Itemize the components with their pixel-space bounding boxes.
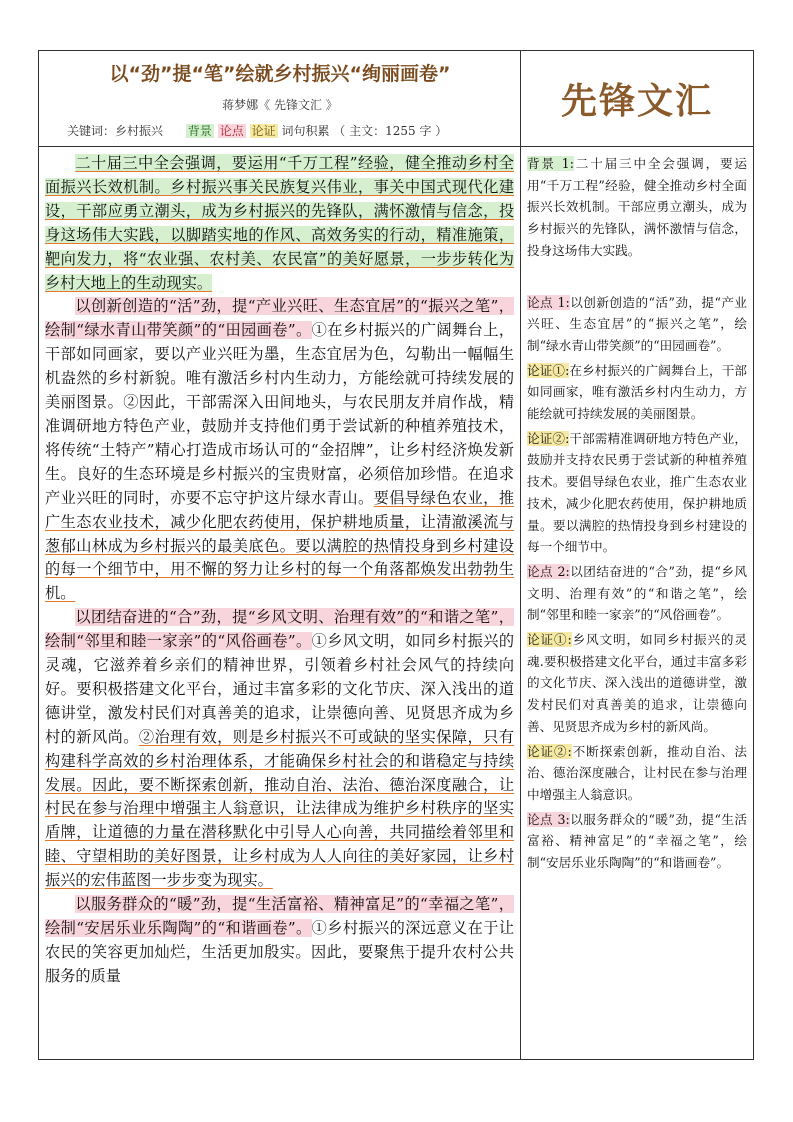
- paragraph-argument-2: [45, 606, 514, 893]
- note-background-1-label: 背景 1:: [527, 156, 574, 171]
- brand-panel: [521, 51, 753, 147]
- argument-2-text: 以团结奋进的“合”劲，提“乡风文明、治理有效”的“和谐之笔”，绘制“邻里和睦一家亲”的“风俗画卷”。: [45, 608, 514, 651]
- evidence-2-1-text: ①乡风文明，如同乡村振兴的灵魂，它滋养着乡亲们的精神世界，引领着乡村社会风气的持续向好。要积极搭建文化平台，通过丰富多彩的文化节庆、深入浅出的道德讲堂，激发村民们对真善美的追求，让崇德向善、见贤思齐成为乡村的新风尚。: [45, 632, 515, 746]
- evidence-2-2-text: ②治理有效，则是乡村振兴不可或缺的坚实保障，只有构建科学高效的乡村治理体系，才能确保乡村社会的和谐稳定与持续发展。因此，要不断探索创新，推动自治、法治、德治深度融合，让村民在参与治理中增强主人翁意识，让法律成为维护乡村秩序的坚实盾牌，让道德的力量在潜移默化中引导人心向善，共同描绘着邻里和睦、守望相助的美好图景，让乡村成为人人向往的美好家园，让乡村振兴的宏伟蓝图一步步变为现实。: [45, 727, 515, 890]
- evidence-1-1-text: ①在乡村振兴的广阔舞台上，干部如同画家，要以产业兴旺为墨，生态宜居为色，勾勒出一幅幅生机盎然的乡村新貌。唯有激活乡村内生动力，方能绘就可持续发展的美丽图景。: [45, 321, 515, 412]
- note-evidence-text: 乡风文明，如同乡村振兴的灵魂.要积极搭建文化平台，通过丰富多彩的文化节庆、深入浅出的道德讲堂，激发村民们对真善美的追求，让崇德向善、见贤思齐成为乡村的新风尚。: [527, 632, 747, 734]
- article-author: 蒋梦娜《 先锋文汇 》: [222, 98, 338, 112]
- tag-phrases: 词句积累: [281, 124, 330, 138]
- note-background-1: [527, 153, 747, 262]
- notes-column: [521, 147, 753, 1059]
- argument-3-text: 以服务群众的“暖”劲，提“生活富裕、精神富足”的“幸福之笔”，绘制“安居乐业乐陶陶”的“和谐画卷”。: [45, 895, 514, 937]
- evidence-1-2-text: ②因此，干部需深入田间地头，与农民朋友并肩作战，精准调研地方特色产业，鼓励并支持他们勇于尝试新的种植养殖技术，将传统“土特产”精心打造成市场认可的“金招牌”，让乡村经济焕发新生。良好的生态环境是乡村振兴的宝贵财富，必须倍加珍惜。在追求产业兴旺的同时，亦要不忘守护这片绿水青山。: [45, 393, 515, 507]
- note-argument-2-evidence-2: [527, 741, 747, 806]
- note-evidence-label: 论证②:: [527, 430, 570, 446]
- keywords-line: [67, 122, 447, 139]
- note-argument-2-text: 以团结奋进的“合”劲，提“乡风文明、治理有效”的“和谐之笔”，绘制“邻里和睦一家亲”的“风俗画卷”。: [527, 563, 747, 623]
- note-background-1-text: 二十届三中全会强调，要运用“千万工程”经验，健全推动乡村全面振兴长效机制。干部应勇立潮头，成为乡村振兴的先锋队，满怀激情与信念，投身这场伟大实践。: [527, 156, 747, 258]
- note-evidence-text: 不断探索创新，推动自治、法治、德治深度融合，让村民在参与治理中增强主人翁意识。: [527, 743, 747, 802]
- background-text: 二十届三中全会强调，要运用“千万工程”经验，健全推动乡村全面振兴长效机制。乡村振兴事关民族复兴伟业，事关中国式现代化建设，干部应勇立潮头，成为乡村振兴的先锋队，满怀激情与信念，投身这场伟大实践，以脚踏实地的作风、高效务实的行动，精准施策，靶向发力，将“农业强、农村美、农民富”的美好愿景，一步步转化为乡村大地上的生动现实。: [45, 154, 514, 292]
- note-argument-1: [527, 292, 747, 357]
- tag-argument: 论点: [219, 124, 244, 138]
- paragraph-argument-3: [45, 893, 514, 989]
- note-argument-1-evidence-2: [527, 428, 747, 558]
- header-panel: [39, 51, 521, 147]
- note-argument-3-text: 以服务群众的“暖”劲，提“生活富裕、精神富足”的“幸福之笔”，绘制“安居乐业乐陶陶”的“和谐画卷”。: [527, 811, 747, 871]
- note-argument-1-evidence-1: [527, 360, 747, 425]
- note-argument-1-text: 以创新创造的“活”劲，提“产业兴旺、生态宜居”的“振兴之笔”，绘制“绿水青山带笑颜”的“田园画卷”。: [527, 294, 747, 353]
- paragraph-argument-1: [45, 295, 514, 606]
- article-title: 以“劲”提“笔”绘就乡村振兴“绚丽画卷”: [109, 63, 451, 85]
- note-evidence-label: 论证②:: [527, 743, 572, 759]
- tag-background: 背景: [187, 124, 212, 138]
- note-argument-2-label: 论点 2:: [527, 563, 570, 579]
- tag-evidence: 论证: [251, 124, 276, 138]
- keywords-label: 关键词：乡村振兴: [67, 124, 164, 138]
- paragraph-background: [45, 152, 514, 295]
- note-evidence-label: 论证①:: [527, 362, 570, 378]
- note-evidence-label: 论证①:: [527, 632, 572, 648]
- brand-logo: 先锋文汇: [560, 81, 713, 122]
- document-frame: [38, 50, 754, 1060]
- note-argument-2-evidence-1: [527, 629, 747, 738]
- note-evidence-text: 干部需精准调研地方特色产业，鼓励并支持农民勇于尝试新的种植养殖技术。要倡导绿色农业，推广生态农业技术，减少化肥农药使用，保护耕地质量。要以满腔的热情投身到乡村建设的每一个细节中。: [527, 430, 748, 555]
- note-argument-1-label: 论点 1:: [527, 294, 570, 310]
- argument-1-text: 以创新创造的“活”劲，提“产业兴旺、生态宜居”的“振兴之笔”，绘制“绿水青山带笑颜”的“田园画卷”。: [45, 297, 514, 340]
- word-count: （ 主文：1255 字 ）: [333, 124, 448, 138]
- evidence-3-1-text: ①乡村振兴的深远意义在于让农民的笑容更加灿烂，生活更加殷实。因此，要聚焦于提升农村公共服务的质量: [45, 919, 515, 985]
- note-evidence-text: 在乡村振兴的广阔舞台上，干部如同画家，唯有激活乡村内生动力，方能绘就可持续发展的美丽图景。: [527, 362, 748, 422]
- note-argument-2: [527, 561, 747, 626]
- evidence-1-3-text: 要倡导绿色农业，推广生态农业技术，减少化肥农药使用，保护耕地质量，让清澈溪流与葱郁山林成为乡村振兴的最美底色。要以满腔的热情投身到乡村建设的每一个细节中，用不懈的努力让乡村的每一个角落都焕发出勃勃生机。: [45, 488, 515, 603]
- note-argument-3: [527, 809, 747, 874]
- article-body: [39, 147, 521, 1059]
- note-argument-3-label: 论点 3:: [527, 811, 570, 827]
